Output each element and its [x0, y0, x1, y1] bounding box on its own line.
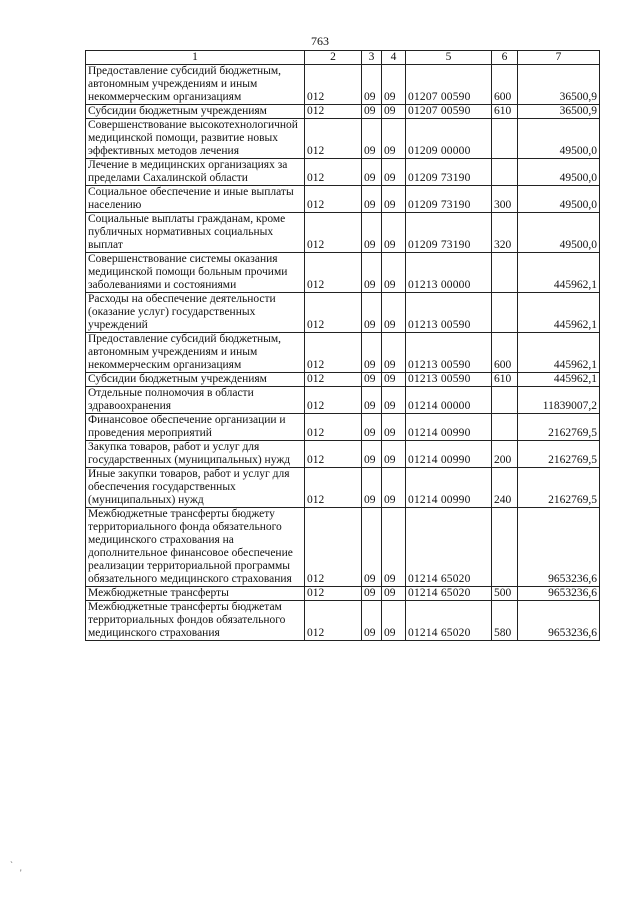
amount-cell: 9653236,6 — [518, 601, 600, 641]
subsection-code-cell: 09 — [382, 333, 406, 373]
target-article-code-cell: 01214 00000 — [406, 387, 492, 414]
ministry-code-cell: 012 — [305, 441, 362, 468]
table-row — [86, 159, 600, 186]
section-code-cell: 09 — [362, 253, 382, 293]
target-article-code-cell: 01214 00990 — [406, 414, 492, 441]
amount-cell: 2162769,5 — [518, 441, 600, 468]
section-code-cell: 09 — [362, 213, 382, 253]
target-article-code-cell: 01209 00000 — [406, 119, 492, 159]
scan-speck: ' — [20, 868, 22, 878]
item-name-cell: Субсидии бюджетным учреждениям — [86, 105, 305, 119]
table-row — [86, 333, 600, 373]
target-article-code-cell: 01214 65020 — [406, 587, 492, 601]
section-code-cell: 09 — [362, 508, 382, 587]
amount-cell: 49500,0 — [518, 119, 600, 159]
section-code-cell: 09 — [362, 186, 382, 213]
amount-cell: 36500,9 — [518, 65, 600, 105]
expense-type-code-cell — [492, 387, 518, 414]
amount-cell: 2162769,5 — [518, 468, 600, 508]
header-cell-2: 2 — [305, 51, 362, 65]
target-article-code-cell: 01207 00590 — [406, 105, 492, 119]
item-name-cell: Предоставление субсидий бюджетным, автономным учреждениям и иным некоммерческим организациям — [86, 333, 305, 373]
expense-type-code-cell — [492, 414, 518, 441]
target-article-code-cell: 01214 00990 — [406, 468, 492, 508]
ministry-code-cell: 012 — [305, 293, 362, 333]
amount-cell: 49500,0 — [518, 159, 600, 186]
subsection-code-cell: 09 — [382, 159, 406, 186]
expense-type-code-cell: 200 — [492, 441, 518, 468]
target-article-code-cell: 01213 00590 — [406, 373, 492, 387]
expense-type-code-cell — [492, 253, 518, 293]
expense-type-code-cell: 500 — [492, 587, 518, 601]
expense-type-code-cell: 320 — [492, 213, 518, 253]
expense-type-code-cell: 610 — [492, 105, 518, 119]
table-row — [86, 601, 600, 641]
item-name-cell: Предоставление субсидий бюджетным, автономным учреждениям и иным некоммерческим организациям — [86, 65, 305, 105]
table-row — [86, 119, 600, 159]
ministry-code-cell: 012 — [305, 333, 362, 373]
expense-type-code-cell: 600 — [492, 333, 518, 373]
amount-cell: 49500,0 — [518, 213, 600, 253]
ministry-code-cell: 012 — [305, 253, 362, 293]
table-row — [86, 293, 600, 333]
header-cell-3: 3 — [362, 51, 382, 65]
section-code-cell: 09 — [362, 587, 382, 601]
item-name-cell: Социальное обеспечение и иные выплаты населению — [86, 186, 305, 213]
ministry-code-cell: 012 — [305, 601, 362, 641]
item-name-cell: Финансовое обеспечение организации и проведения мероприятий — [86, 414, 305, 441]
section-code-cell: 09 — [362, 119, 382, 159]
expense-type-code-cell — [492, 293, 518, 333]
section-code-cell: 09 — [362, 468, 382, 508]
section-code-cell: 09 — [362, 159, 382, 186]
target-article-code-cell: 01214 00990 — [406, 441, 492, 468]
target-article-code-cell: 01209 73190 — [406, 213, 492, 253]
item-name-cell: Расходы на обеспечение деятельности (оказание услуг) государственных учреждений — [86, 293, 305, 333]
ministry-code-cell: 012 — [305, 186, 362, 213]
item-name-cell: Межбюджетные трансферты бюджетам территориальных фондов обязательного медицинского страхования — [86, 601, 305, 641]
subsection-code-cell: 09 — [382, 508, 406, 587]
item-name-cell: Закупка товаров, работ и услуг для государственных (муниципальных) нужд — [86, 441, 305, 468]
subsection-code-cell: 09 — [382, 387, 406, 414]
expense-type-code-cell: 580 — [492, 601, 518, 641]
amount-cell: 9653236,6 — [518, 508, 600, 587]
table-row — [86, 65, 600, 105]
ministry-code-cell: 012 — [305, 508, 362, 587]
target-article-code-cell: 01207 00590 — [406, 65, 492, 105]
page-number: 763 — [311, 34, 329, 48]
item-name-cell: Социальные выплаты гражданам, кроме публичных нормативных социальных выплат — [86, 213, 305, 253]
expense-type-code-cell: 610 — [492, 373, 518, 387]
scan-speck: ` — [10, 860, 13, 870]
ministry-code-cell: 012 — [305, 373, 362, 387]
table-row — [86, 253, 600, 293]
table-row — [86, 373, 600, 387]
item-name-cell: Межбюджетные трансферты бюджету территориального фонда обязательного медицинского страхования на дополнительное финансовое обеспечение реализации территориальной программы обязательного медицинского страхования — [86, 508, 305, 587]
target-article-code-cell: 01213 00590 — [406, 293, 492, 333]
subsection-code-cell: 09 — [382, 65, 406, 105]
target-article-code-cell: 01209 73190 — [406, 159, 492, 186]
amount-cell: 9653236,6 — [518, 587, 600, 601]
table-row — [86, 508, 600, 587]
section-code-cell: 09 — [362, 601, 382, 641]
item-name-cell: Совершенствование высокотехнологичной медицинской помощи, развитие новых эффективных методов лечения — [86, 119, 305, 159]
item-name-cell: Иные закупки товаров, работ и услуг для обеспечения государственных (муниципальных) нужд — [86, 468, 305, 508]
expense-type-code-cell — [492, 159, 518, 186]
expense-type-code-cell — [492, 508, 518, 587]
table-row — [86, 414, 600, 441]
table-row — [86, 468, 600, 508]
amount-cell: 445962,1 — [518, 333, 600, 373]
subsection-code-cell: 09 — [382, 213, 406, 253]
subsection-code-cell: 09 — [382, 373, 406, 387]
amount-cell: 445962,1 — [518, 253, 600, 293]
subsection-code-cell: 09 — [382, 587, 406, 601]
subsection-code-cell: 09 — [382, 253, 406, 293]
target-article-code-cell: 01213 00590 — [406, 333, 492, 373]
budget-table — [85, 50, 600, 641]
section-code-cell: 09 — [362, 441, 382, 468]
ministry-code-cell: 012 — [305, 414, 362, 441]
table-row — [86, 587, 600, 601]
subsection-code-cell: 09 — [382, 105, 406, 119]
subsection-code-cell: 09 — [382, 468, 406, 508]
subsection-code-cell: 09 — [382, 119, 406, 159]
section-code-cell: 09 — [362, 373, 382, 387]
header-cell-6: 6 — [492, 51, 518, 65]
amount-cell: 49500,0 — [518, 186, 600, 213]
ministry-code-cell: 012 — [305, 159, 362, 186]
section-code-cell: 09 — [362, 414, 382, 441]
item-name-cell: Субсидии бюджетным учреждениям — [86, 373, 305, 387]
target-article-code-cell: 01209 73190 — [406, 186, 492, 213]
amount-cell: 11839007,2 — [518, 387, 600, 414]
section-code-cell: 09 — [362, 387, 382, 414]
subsection-code-cell: 09 — [382, 414, 406, 441]
table-row — [86, 186, 600, 213]
ministry-code-cell: 012 — [305, 105, 362, 119]
amount-cell: 445962,1 — [518, 373, 600, 387]
ministry-code-cell: 012 — [305, 587, 362, 601]
table-row — [86, 213, 600, 253]
header-cell-4: 4 — [382, 51, 406, 65]
item-name-cell: Межбюджетные трансферты — [86, 587, 305, 601]
expense-type-code-cell: 240 — [492, 468, 518, 508]
amount-cell: 36500,9 — [518, 105, 600, 119]
ministry-code-cell: 012 — [305, 213, 362, 253]
subsection-code-cell: 09 — [382, 441, 406, 468]
amount-cell: 445962,1 — [518, 293, 600, 333]
expense-type-code-cell: 600 — [492, 65, 518, 105]
subsection-code-cell: 09 — [382, 601, 406, 641]
section-code-cell: 09 — [362, 65, 382, 105]
header-cell-1: 1 — [86, 51, 305, 65]
section-code-cell: 09 — [362, 293, 382, 333]
header-row — [86, 51, 600, 65]
table-row — [86, 441, 600, 468]
target-article-code-cell: 01213 00000 — [406, 253, 492, 293]
expense-type-code-cell: 300 — [492, 186, 518, 213]
header-cell-7: 7 — [518, 51, 600, 65]
table-row — [86, 387, 600, 414]
subsection-code-cell: 09 — [382, 186, 406, 213]
ministry-code-cell: 012 — [305, 119, 362, 159]
expense-type-code-cell — [492, 119, 518, 159]
amount-cell: 2162769,5 — [518, 414, 600, 441]
section-code-cell: 09 — [362, 333, 382, 373]
item-name-cell: Лечение в медицинских организациях за пределами Сахалинской области — [86, 159, 305, 186]
ministry-code-cell: 012 — [305, 387, 362, 414]
item-name-cell: Отдельные полномочия в области здравоохранения — [86, 387, 305, 414]
table-row — [86, 105, 600, 119]
target-article-code-cell: 01214 65020 — [406, 508, 492, 587]
subsection-code-cell: 09 — [382, 293, 406, 333]
header-cell-5: 5 — [406, 51, 492, 65]
item-name-cell: Совершенствование системы оказания медицинской помощи больным прочими заболеваниями и состояниями — [86, 253, 305, 293]
ministry-code-cell: 012 — [305, 65, 362, 105]
target-article-code-cell: 01214 65020 — [406, 601, 492, 641]
section-code-cell: 09 — [362, 105, 382, 119]
ministry-code-cell: 012 — [305, 468, 362, 508]
